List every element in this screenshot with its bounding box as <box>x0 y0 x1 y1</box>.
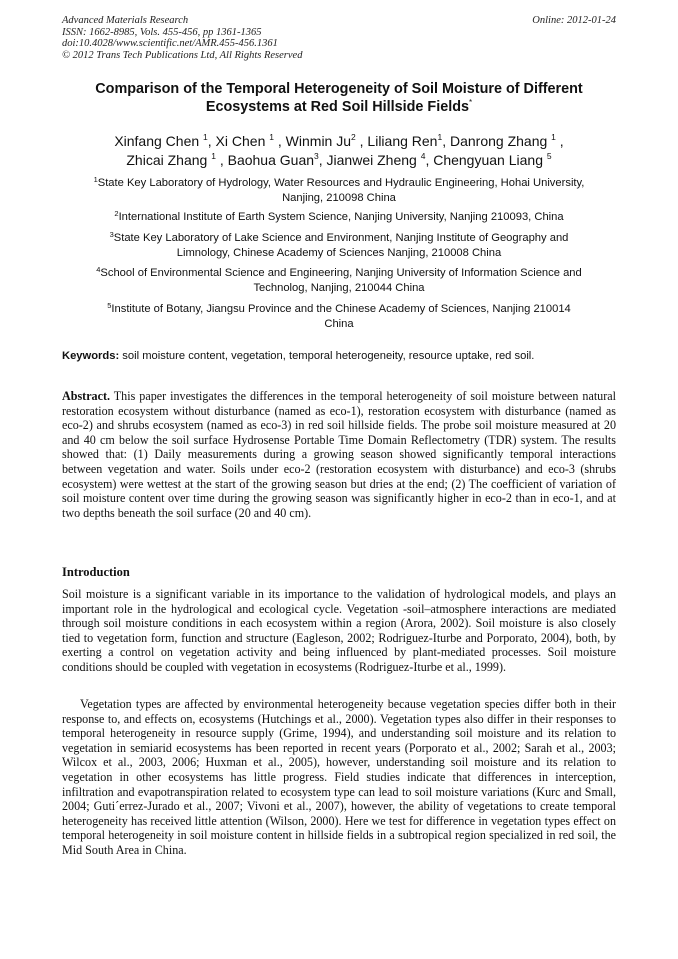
affiliation-line: Technolog, Nanjing, 210044 China <box>253 282 425 294</box>
author-name: , Winmin Ju <box>274 133 352 149</box>
paper-title <box>40 81 638 116</box>
title-line-2-text: Ecosystems at Red Soil Hillside Fields <box>205 98 469 115</box>
abstract <box>62 389 616 520</box>
keywords-text: soil moisture content, vegetation, temporal heterogeneity, resource uptake, red soil. <box>119 350 535 362</box>
title-line-1: Comparison of the Temporal Heterogeneity of Soil Moisture of Different <box>95 81 583 97</box>
intro-paragraph-1: Soil moisture is a significant variable in its importance to the validation of hydrological models, and plays an important role in the hydrological and ecological cycle. Vegetation -soil–atmosphere interactions are mediated through soil moisture conditions in each ecosystem within a region (Arora, 2002). Soil moisture is also closely tied to vegetation form, function and structure (Eagleson, 2002; Rodriguez-Iturbe and Porporato, 2004), both, by exerting a control on vegetation activity and being influenced by plant-mediated processes. Soil moisture conditions should be coupled with vegetation in ecosystems (Rodriguez-Iturbe et al., 1999). <box>62 587 616 674</box>
affiliation-4 <box>62 266 616 296</box>
author-affiliation-mark: 1 <box>203 132 208 142</box>
author-name: , Danrong Zhang <box>442 133 552 149</box>
author-name: , Xi Chen <box>207 133 270 149</box>
author-name: Xinfang Chen <box>114 133 204 149</box>
intro-paragraph-2: Vegetation types are affected by environmental heterogeneity because vegetation species differ both in their response to, and effects on, ecosystems (Hutchings et al., 2000). Vegetation types also differ in their responses to temporal heterogeneity in resource supply (Grime, 1994), and understanding soil moisture and its relation to vegetation in semiarid ecosystems has been reported in recent years (Porporato et al., 2002; Sarah et al., 2003; Wilcox et al., 2003, 2006; Huxman et al., 2005), however, understanding soil moisture and its relation to vegetation in other ecosystems has little progress. Field studies indicate that differences in interception, infiltration and evapotranspiration related to ecosystem type can lead to soil moisture variations (Kurc and Small, 2004; Guti´errez-Jurado et al., 2007; Vivoni et al., 2007), however, the ability of vegetations to create temporal heterogeneity has received little attention (Wilson, 2000). Here we test for difference in vegetation types effect on temporal heterogeneity in soil moisture content in hillside fields in a subtropical region specialized in red soil, the Mid South Area in China. <box>62 697 616 857</box>
abstract-label: Abstract. <box>62 389 111 403</box>
affiliation-1 <box>62 176 616 206</box>
author-affiliation-mark: 2 <box>351 132 356 142</box>
affiliation-text: School of Environmental Science and Engineering, Nanjing University of Information Science and <box>100 267 582 279</box>
affiliation-line <box>62 266 616 281</box>
online-date: Online: 2012-01-24 <box>532 15 616 26</box>
affiliation-line: China <box>324 318 354 330</box>
affiliation-5 <box>62 302 616 332</box>
affiliation-number: 5 <box>107 301 112 310</box>
affiliation-number: 4 <box>96 265 101 274</box>
affiliation-3 <box>62 231 616 261</box>
affiliation-line <box>62 231 616 246</box>
author-affiliation-mark: 4 <box>420 151 426 161</box>
author-name: , Liliang Ren <box>355 133 438 149</box>
author-affiliation-mark: 3 <box>314 151 319 161</box>
affiliation-line <box>62 176 616 191</box>
copyright-line: © 2012 Trans Tech Publications Ltd, All Rights Reserved <box>62 49 303 61</box>
affiliation-text: Institute of Botany, Jiangsu Province and the Chinese Academy of Sciences, Nanjing 210014 <box>111 303 571 315</box>
author-affiliation-mark: 1 <box>269 132 274 142</box>
affiliation-line: Limnology, Chinese Academy of Sciences Nanjing, 210008 China <box>176 247 502 259</box>
affiliation-number: 2 <box>114 209 119 218</box>
author-name: , Jianwei Zheng <box>318 152 421 168</box>
affiliation-line: Nanjing, 210098 China <box>282 192 396 204</box>
affiliation-text: State Key Laboratory of Hydrology, Water Resources and Hydraulic Engineering, Hohai University, <box>97 177 585 189</box>
issn-line: ISSN: 1662-8985, Vols. 455-456, pp 1361-1365 <box>62 26 262 38</box>
abstract-text: This paper investigates the differences in the temporal heterogeneity of soil moisture between natural restoration ecosystem without disturbance (named as eco-1), restoration ecosystem with disturbance (named as eco-2) and shrubs ecosystem (named as eco-3) in red soil hillside fields. The probe soil moisture measured at 20 and 40 cm below the soil surface Hydrosense Portable Time Domain Reflectometry (TDR) system. The results showed that: (1) Daily measurements during a growing season showed significantly temporal interactions between vegetation and water. Soils under eco-2 (restoration ecosystem with disturbance) and eco-3 (shrubs ecosystem) were wettest at the start of the growing season but dries at the end; (2) The coefficient of variation of soil moisture content over time during the growing season was significantly higher in eco-2 than in eco-1, and at two depths beneath the soil surface (20 and 40 cm). <box>62 389 616 520</box>
author-name: , Baohua Guan <box>215 152 315 168</box>
author-name: , Chengyuan Liang <box>425 152 547 168</box>
keywords-label: Keywords: <box>62 350 120 362</box>
affiliation-line <box>62 302 616 317</box>
author-affiliation-mark: 1 <box>211 151 216 161</box>
author-name: Zhicai Zhang <box>126 152 212 168</box>
affiliation-line <box>62 210 616 225</box>
affiliation-text: International Institute of Earth System Science, Nanjing University, Nanjing 210093, China <box>118 211 564 223</box>
title-line-2 <box>40 99 638 117</box>
doi-line[interactable]: doi:10.4028/www.scientific.net/AMR.455-456.1361 <box>62 38 278 50</box>
author-list <box>40 132 638 170</box>
author-separator: , <box>555 133 564 149</box>
author-affiliation-mark: 1 <box>437 132 443 142</box>
section-heading-introduction: Introduction <box>62 565 130 579</box>
keywords <box>62 349 622 364</box>
author-affiliation-mark: 1 <box>551 132 556 142</box>
title-footnote-mark: * <box>469 97 473 107</box>
affiliation-text: State Key Laboratory of Lake Science and Environment, Nanjing Institute of Geography and <box>113 232 569 244</box>
journal-name: Advanced Materials Research <box>62 15 189 26</box>
journal-header <box>62 15 616 61</box>
affiliation-2 <box>62 210 616 225</box>
author-line-1 <box>40 132 638 151</box>
author-line-2 <box>40 151 638 170</box>
affiliation-number: 1 <box>93 175 98 184</box>
affiliation-number: 3 <box>109 230 114 239</box>
author-affiliation-mark: 5 <box>546 151 552 161</box>
